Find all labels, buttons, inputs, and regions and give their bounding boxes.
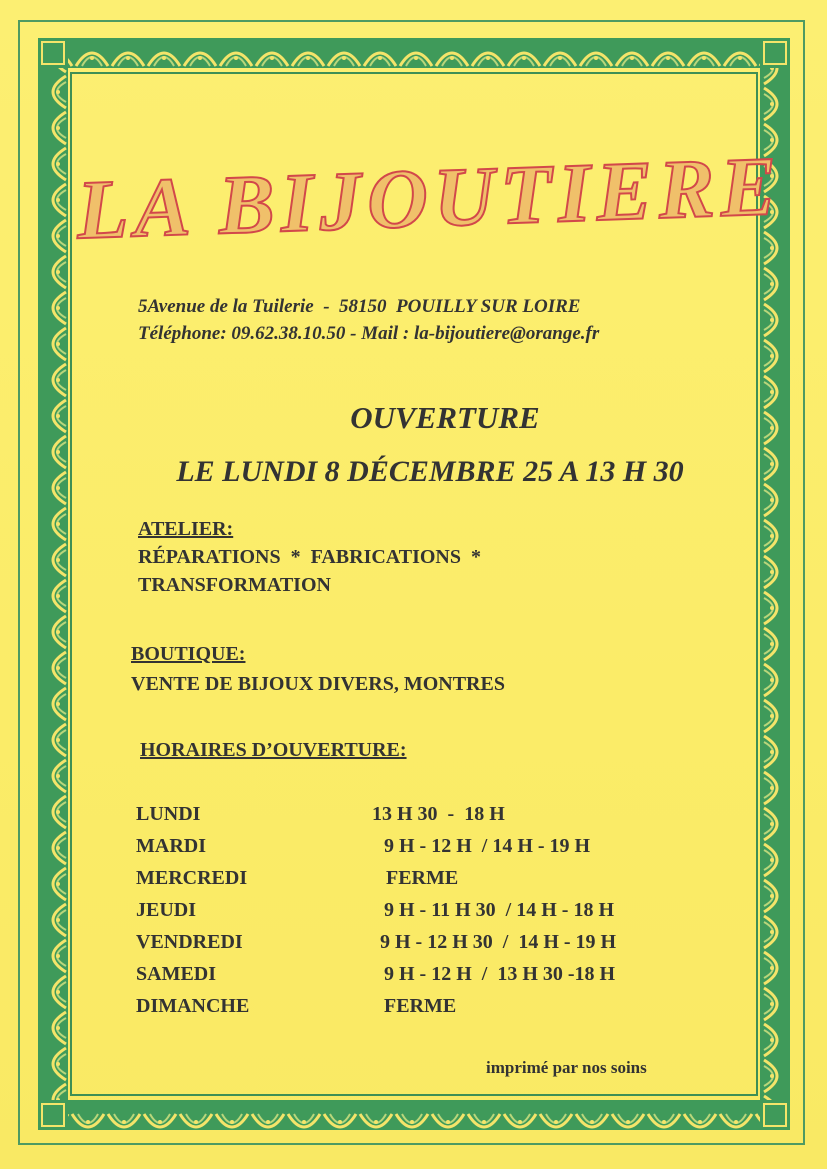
day-label: LUNDI	[136, 803, 201, 825]
boutique-heading: BOUTIQUE:	[131, 643, 246, 665]
atelier-heading: ATELIER:	[138, 518, 234, 540]
day-label: SAMEDI	[136, 963, 217, 985]
shop-title	[75, 128, 784, 268]
contact-block	[138, 293, 718, 347]
atelier-section	[138, 515, 481, 599]
hours-row-lundi	[136, 798, 696, 830]
hours-row-dimanche	[136, 990, 696, 1022]
day-label: JEUDI	[136, 899, 197, 921]
time-value: 9 H - 12 H 30 / 14 H - 19 H	[380, 931, 617, 953]
phone-mail-line: Téléphone: 09.62.38.10.50 - Mail : la-bijoutiere@orange.fr	[138, 323, 600, 344]
day-label: MARDI	[136, 835, 206, 857]
address-line: 5Avenue de la Tuilerie - 58150 POUILLY SUR LOIRE	[138, 296, 581, 317]
boutique-line-1: VENTE DE BIJOUX DIVERS, MONTRES	[131, 673, 505, 695]
opening-heading: OUVERTURE	[350, 400, 540, 435]
hours-row-mardi	[136, 830, 696, 862]
opening-date: LE LUNDI 8 DÉCEMBRE 25 A 13 H 30	[176, 455, 684, 488]
hours-row-mercredi	[136, 862, 696, 894]
day-label: MERCREDI	[136, 867, 248, 889]
boutique-section	[131, 640, 505, 698]
hours-row-samedi	[136, 958, 696, 990]
time-value: 9 H - 11 H 30 / 14 H - 18 H	[384, 899, 614, 921]
atelier-line-2: TRANSFORMATION	[138, 574, 331, 596]
time-value: 9 H - 12 H / 14 H - 19 H	[384, 835, 591, 857]
time-value: FERME	[384, 995, 457, 1017]
hours-section	[140, 736, 407, 764]
time-value: FERME	[386, 867, 459, 889]
hours-row-vendredi	[136, 926, 696, 958]
time-value: 9 H - 12 H / 13 H 30 -18 H	[384, 963, 616, 985]
day-label: VENDREDI	[136, 931, 243, 953]
hours-heading: HORAIRES D’OUVERTURE:	[140, 739, 407, 761]
atelier-line-1: RÉPARATIONS * FABRICATIONS *	[138, 546, 481, 568]
day-label: DIMANCHE	[136, 995, 250, 1017]
time-value: 13 H 30 - 18 H	[372, 803, 505, 825]
hours-row-jeudi	[136, 894, 696, 926]
opening-block	[110, 398, 750, 492]
hours-table	[136, 798, 696, 1022]
printed-by-note: imprimé par nos soins	[486, 1058, 647, 1077]
shop-title-text: LA BIJOUTIERE	[75, 139, 784, 258]
